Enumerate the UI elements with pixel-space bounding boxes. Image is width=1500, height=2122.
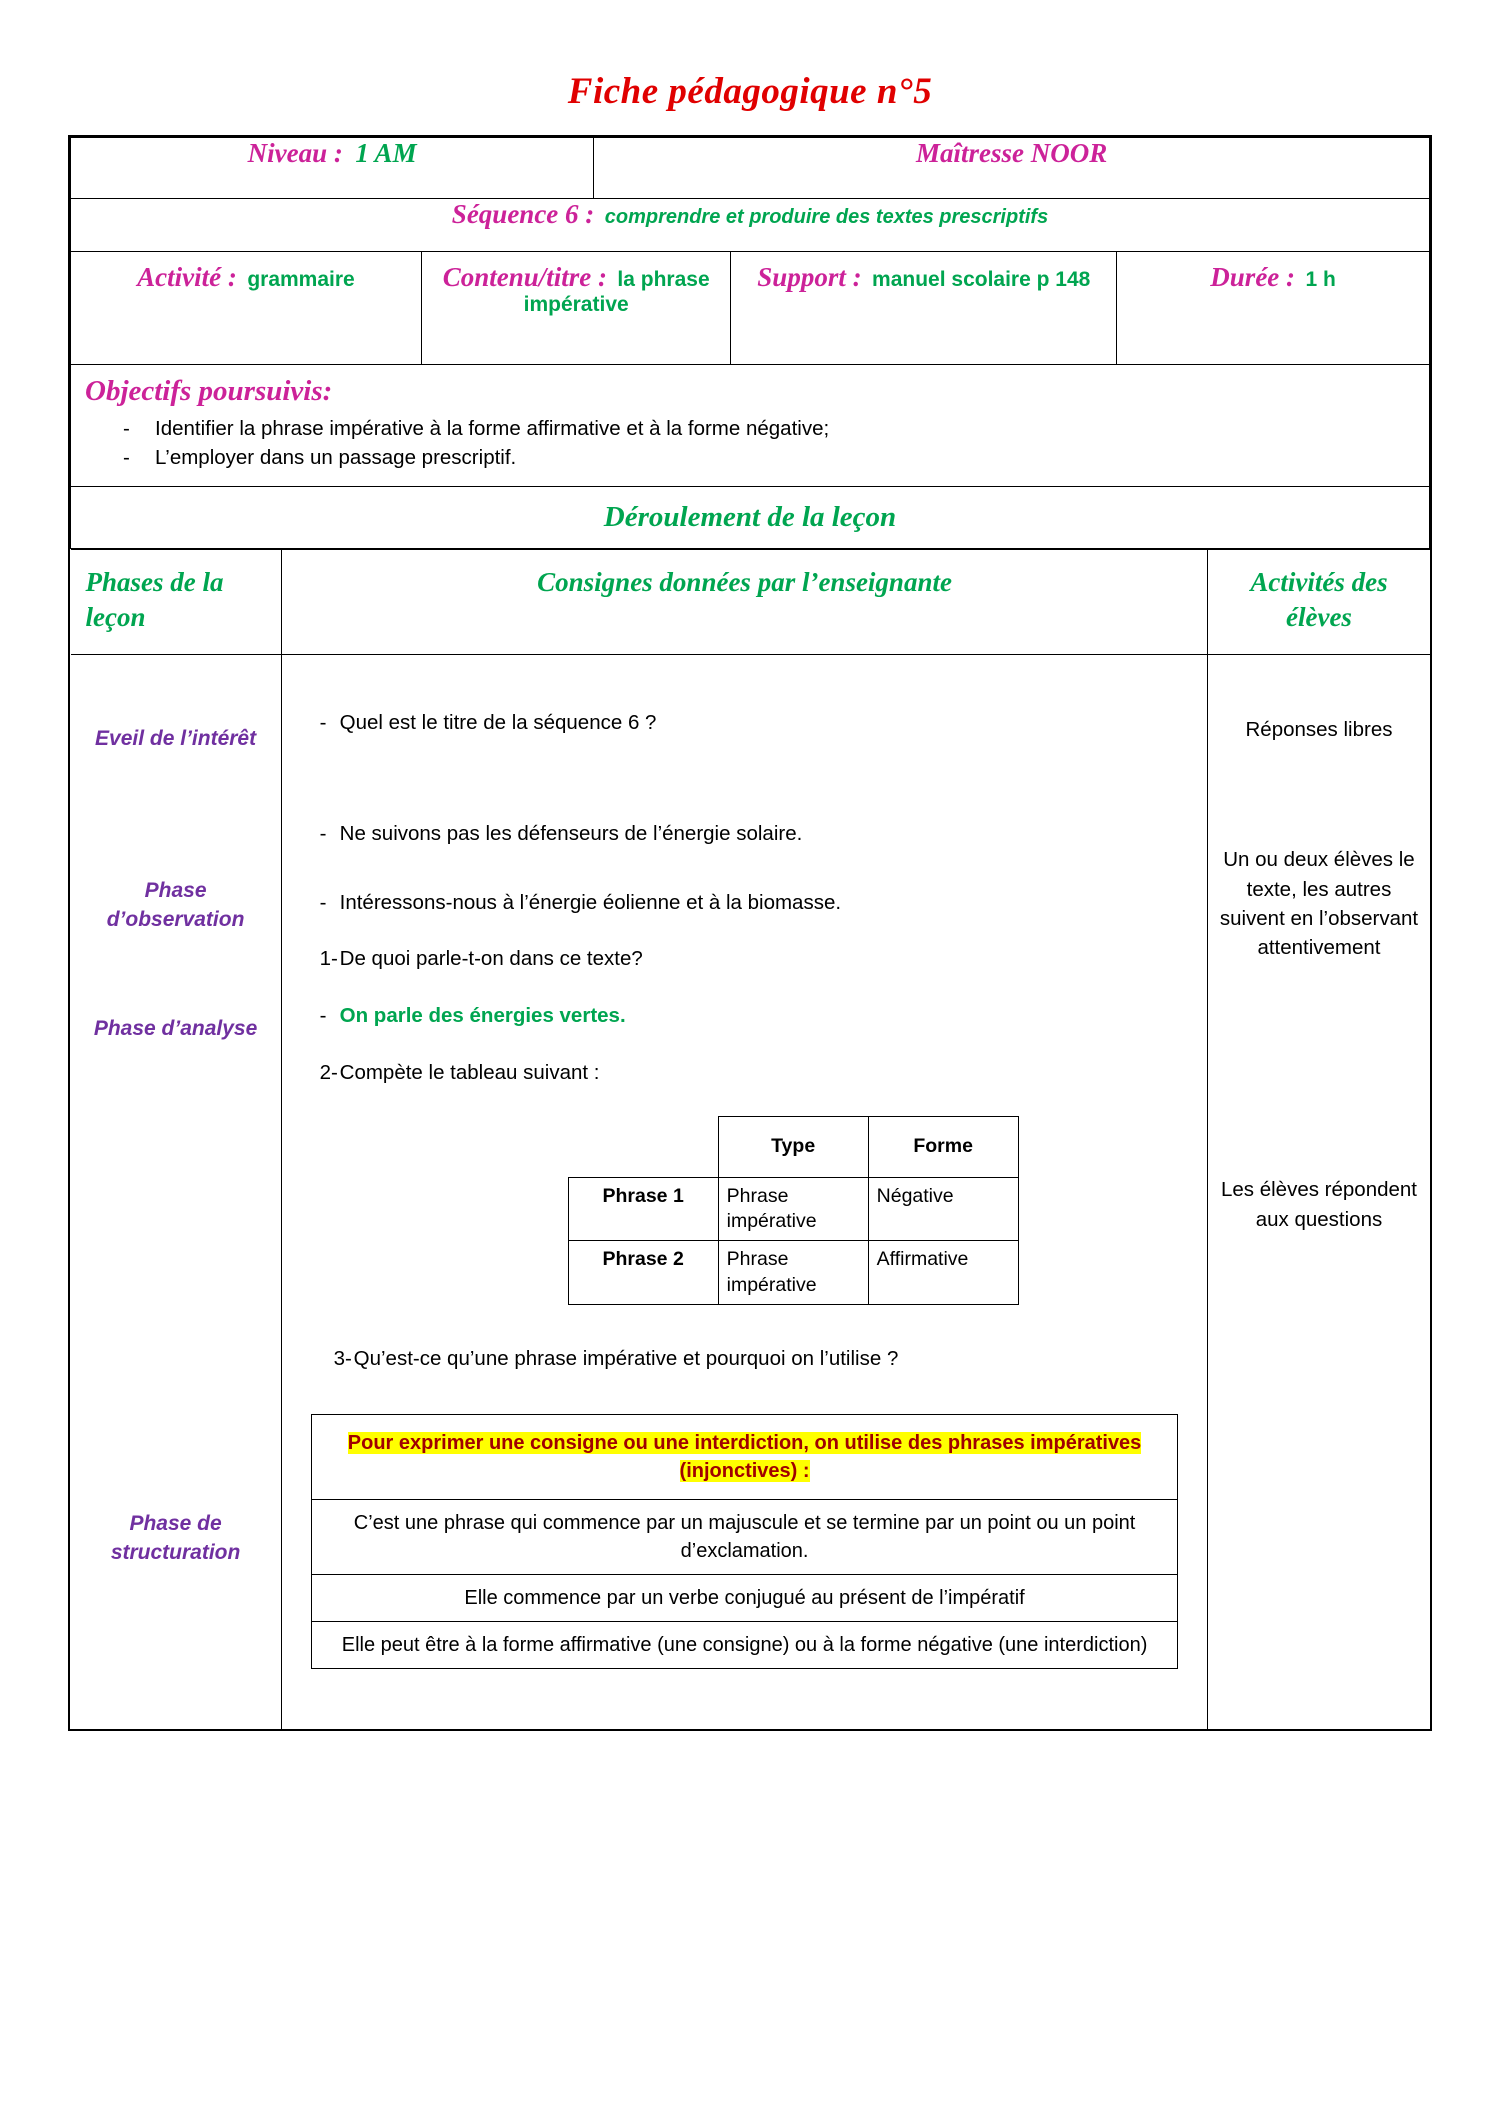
phases-column: [71, 655, 282, 1729]
phrase-type: Phrase impérative: [718, 1177, 868, 1241]
activite-eleve-item: Un ou deux élèves le texte, les autres suivent en l’observant attentivement: [1219, 848, 1419, 959]
consigne-text: Ne suivons pas les défenseurs de l’énergie solaire.: [339, 822, 803, 846]
consigne-answer-text: On parle des énergies vertes.: [339, 1004, 626, 1028]
objectif-item: - Identifier la phrase impérative à la forme affirmative et à la forme négative;: [71, 414, 1429, 443]
cell-niveau: [71, 138, 594, 199]
type-forme-row: [568, 1241, 1018, 1305]
row-objectifs: [71, 365, 1430, 487]
consigne-marker: 1-: [319, 947, 338, 971]
phase-analyse: Phase d’analyse: [93, 1017, 258, 1041]
phase-observation: Phase d’observation: [106, 879, 245, 931]
phrase-label: Phrase 1: [568, 1177, 718, 1241]
type-forme-row: [568, 1177, 1018, 1241]
contenu-value: la phrase impérative: [523, 268, 710, 316]
cell-sequence: [71, 199, 1430, 252]
sequence-value: comprendre et produire des textes prescriptifs: [604, 206, 1049, 228]
row-niveau: [71, 138, 1430, 199]
cell-lesson-body: [71, 549, 1430, 1729]
type-forme-table: [568, 1116, 1019, 1305]
type-forme-corner: [568, 1116, 718, 1177]
consigne-item: [298, 1345, 1192, 1374]
support-value: manuel scolaire p 148: [872, 268, 1091, 291]
phrase-forme: Négative: [868, 1177, 1018, 1241]
phase-eveil: Eveil de l’intérêt: [95, 727, 257, 751]
consigne-marker: 3-: [333, 1346, 352, 1370]
objectifs-list: [71, 414, 1429, 486]
consigne-item: [298, 1059, 1192, 1088]
consigne-marker: -: [319, 822, 327, 846]
rule-cell-highlight: [311, 1414, 1178, 1499]
phrase-forme: Affirmative: [868, 1241, 1018, 1305]
cell-activity-wrapper: [71, 252, 1430, 365]
consigne-marker: 2-: [319, 1060, 338, 1084]
rule-cell: Elle peut être à la forme affirmative (une consigne) ou à la forme négative (une interdiction): [311, 1621, 1178, 1668]
consigne-text: Intéressons-nous à l’énergie éolienne et à la biomasse.: [339, 890, 842, 914]
cell-duree: [1117, 252, 1429, 364]
col-header-activites-label: Activités des élèves: [1250, 567, 1388, 633]
activite-eleve-item: Réponses libres: [1245, 718, 1393, 742]
activite-eleve-item: Les élèves répondent aux questions: [1220, 1178, 1417, 1231]
col-header-consignes: [281, 550, 1208, 655]
rule-row: [311, 1621, 1178, 1668]
objectif-item: - L’employer dans un passage prescriptif.: [71, 443, 1429, 472]
row-lesson-body: [71, 549, 1430, 1729]
phase-structuration: Phase de structuration: [110, 1512, 241, 1564]
type-forme-header-forme: Forme: [868, 1116, 1018, 1177]
teacher-name: Maîtresse NOOR: [915, 138, 1108, 168]
row-activity: [71, 252, 1430, 365]
fiche-table: [70, 137, 1430, 1729]
consigne-item: [298, 945, 1192, 974]
fiche-outer-frame: [68, 135, 1432, 1731]
consigne-text: Quel est le titre de la séquence 6 ?: [339, 711, 657, 735]
col-header-consignes-label: Consignes données par l’enseignante: [537, 567, 952, 598]
consignes-column: [281, 655, 1208, 1729]
consigne-answer-item: [298, 1002, 1192, 1031]
sequence-label: Séquence 6 :: [451, 199, 595, 229]
consigne-marker: -: [319, 890, 327, 914]
col-header-activites: [1208, 550, 1430, 655]
activite-value: grammaire: [247, 268, 355, 291]
col-header-phases: [71, 550, 282, 655]
type-forme-header-row: [568, 1116, 1018, 1177]
support-label: Support :: [757, 262, 862, 292]
lesson-table: [71, 549, 1430, 1728]
rule-row: [311, 1414, 1178, 1499]
row-deroulement: [71, 487, 1430, 549]
rule-row: [311, 1574, 1178, 1621]
lesson-content-row: [71, 655, 1430, 1729]
consigne-text: Compète le tableau suivant :: [339, 1060, 600, 1084]
rule-cell: Elle commence par un verbe conjugué au présent de l’impératif: [311, 1574, 1178, 1621]
consigne-item: [298, 820, 1192, 849]
activite-label: Activité :: [137, 262, 237, 292]
deroulement-title: Déroulement de la leçon: [603, 501, 897, 534]
rule-cell: C’est une phrase qui commence par un majuscule et se termine par un point ou un point d’exclamation.: [311, 1499, 1178, 1574]
consigne-marker: -: [319, 711, 327, 735]
duree-label: Durée :: [1210, 262, 1296, 292]
row-sequence: [71, 199, 1430, 252]
consigne-item: [298, 709, 1192, 738]
cell-contenu: [421, 252, 731, 364]
niveau-value: 1 AM: [355, 138, 417, 168]
cell-deroulement: [71, 487, 1430, 549]
niveau-label: Niveau :: [247, 138, 343, 168]
rules-box: [311, 1414, 1179, 1669]
objectifs-heading: Objectifs poursuivis:: [85, 375, 333, 407]
lesson-header-row: [71, 550, 1430, 655]
cell-support: [731, 252, 1117, 364]
rule-row: [311, 1499, 1178, 1574]
page-title: Fiche pédagogique n°5: [567, 71, 933, 112]
phrase-type: Phrase impérative: [718, 1241, 868, 1305]
col-header-phases-label: Phases de la leçon: [85, 567, 224, 633]
activites-eleves-column: [1208, 655, 1430, 1729]
consigne-item: [298, 889, 1192, 918]
cell-teacher: [594, 138, 1430, 199]
type-forme-header-type: Type: [718, 1116, 868, 1177]
consigne-text: De quoi parle-t-on dans ce texte?: [339, 947, 643, 971]
consigne-text: Qu’est-ce qu’une phrase impérative et pourquoi on l’utilise ?: [353, 1346, 899, 1370]
phrase-label: Phrase 2: [568, 1241, 718, 1305]
cell-objectifs: [71, 365, 1430, 487]
duree-value: 1 h: [1305, 268, 1336, 291]
cell-activite: [71, 252, 421, 364]
rule-text-highlighted: Pour exprimer une consigne ou une interdiction, on utilise des phrases impératives (injonctives) :: [347, 1431, 1142, 1482]
contenu-label: Contenu/titre :: [442, 262, 607, 292]
consigne-marker: -: [319, 1004, 327, 1028]
